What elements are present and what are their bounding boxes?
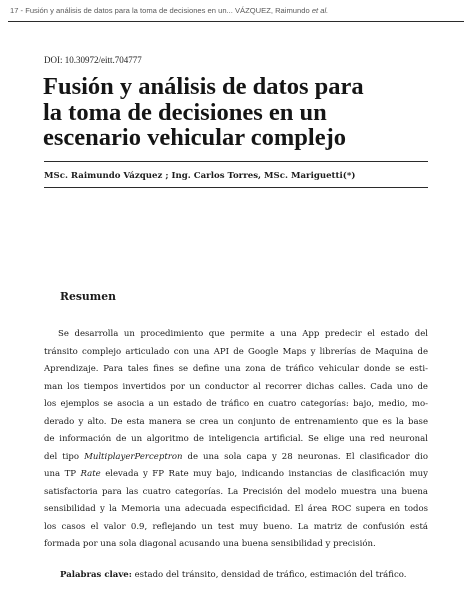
running-header-author-suffix: et al. — [311, 6, 329, 15]
title-rule — [44, 161, 428, 162]
title-line: escenario vehicular complejo — [43, 124, 347, 151]
abstract-italic-term: Rate — [80, 469, 101, 479]
title-line: Fusión y análisis de datos para — [43, 73, 364, 100]
abstract-line: del tipo MultiplayerPerceptron de una sola capa y 28 neuronas. El clasificador dio — [44, 451, 429, 462]
abstract-line: de información de un algoritmo de inteligencia artificial. Se elige una red neuronal — [44, 434, 428, 444]
abstract-body — [44, 326, 428, 554]
title-line: la toma de decisiones en un — [43, 98, 327, 126]
abstract-line: man los tiempos invertidos por un conductor al recorrer dichas calles. Cada uno de — [44, 381, 428, 392]
abstract-line: una TP Rate elevada y FP Rate muy bajo, indicando instancias de clasificación muy — [44, 469, 428, 479]
keywords — [60, 570, 432, 580]
header-rule — [8, 21, 464, 22]
author-list: MSc. Raimundo Vázquez ; Ing. Carlos Torres, MSc. Mariguetti(*) — [44, 171, 356, 181]
abstract-line: derado y alto. De esta manera se crea un conjunto de entrenamiento que es la base — [44, 416, 428, 427]
abstract-line: los ejemplos se asocia a un estado de tráfico en cuatro categorías: bajo, medio, mo- — [44, 399, 428, 409]
article-title — [43, 74, 438, 151]
abstract-line: sensibilidad y la Memoria una adecuada especificidad. El área ROC supera en todos — [44, 504, 428, 514]
doi: DOI: 10.30972/eitt.704777 — [44, 55, 142, 65]
running-header — [10, 6, 462, 15]
abstract-line: tránsito complejo articulado con una API de Google Maps y librerías de Maquina de — [44, 346, 428, 357]
keywords-label: Palabras clave: — [60, 570, 132, 580]
abstract-line: formada por una sola diagonal acusando una buena sensibilidad y precisión. — [44, 539, 376, 549]
keywords-text: estado del tránsito, densidad de tráfico, estimación del tráfico. — [131, 570, 407, 580]
authors-rule — [44, 187, 428, 188]
abstract-line: los casos el valor 0.9, reflejando un test muy bueno. La matriz de confusión está — [44, 521, 428, 532]
abstract-line: satisfactoria para las cuatro categorías. La Precisión del modelo muestra una buena — [44, 486, 428, 497]
running-header-text: 17 - Fusión y análisis de datos para la toma de decisiones en un... VÁZQUEZ, Raimundo — [10, 6, 310, 15]
abstract-line: Se desarrolla un procedimiento que permite a una App predecir el estado del — [58, 329, 428, 339]
abstract-heading: Resumen — [60, 290, 116, 303]
abstract-italic-term: MultiplayerPerceptron — [84, 451, 183, 462]
abstract-line: Aprendizaje. Para tales fines se define una zona de tráfico vehicular donde se esti- — [44, 364, 428, 374]
